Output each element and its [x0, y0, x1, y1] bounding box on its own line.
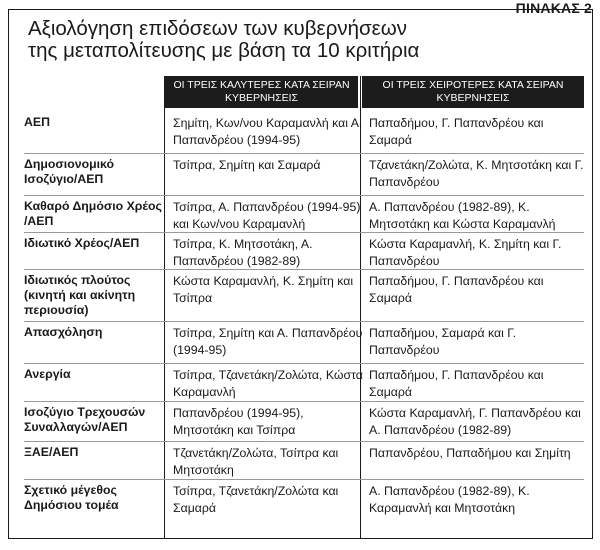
table-row-private-wealth	[24, 270, 584, 322]
table-row-fdi	[24, 442, 584, 480]
row-label: Δημοσιονομικό Ισοζύγιο/ΑΕΠ	[24, 157, 114, 186]
table-row-public-debt	[24, 196, 584, 233]
row-worst: Παπαδήμου, Γ. Παπανδρέου και Σαμαρά	[369, 274, 544, 305]
row-worst: Παπαδήμου, Γ. Παπανδρέου και Σαμαρά	[369, 116, 544, 147]
row-best: Τσίπρα, Τζανετάκη/Ζολώτα και Σαμαρά	[173, 484, 339, 515]
row-best: Τζανετάκη/Ζολώτα, Τσίπρα και Μητσοτάκη	[173, 446, 339, 477]
table-row-fiscal-balance	[24, 154, 584, 196]
row-label: Σχετικό μέγεθος Δημόσιου τομέα	[24, 483, 119, 512]
row-label: ΑΕΠ	[24, 115, 50, 129]
row-best: Σημίτη, Κων/νου Καραμανλή και Α. Παπανδρέου (1994-95)	[173, 116, 363, 147]
table-row-private-debt	[24, 233, 584, 270]
row-worst: Α. Παπανδρέου (1982-89), Κ. Καραμανλή και Μητσοτάκη	[369, 484, 530, 515]
row-label: ΞΑΕ/ΑΕΠ	[24, 445, 79, 459]
column-header-best: ΟΙ ΤΡΕΙΣ ΚΑΛΥΤΕΡΕΣ ΚΑΤΑ ΣΕΙΡΑΝ ΚΥΒΕΡΝΗΣΕΙΣ	[165, 76, 358, 108]
row-label: Ισοζύγιο Τρεχουσών Συναλλαγών/ΑΕΠ	[24, 405, 146, 434]
table-title	[28, 18, 419, 62]
row-best: Παπανδρέου (1994-95), Μητσοτάκη και Τσίπρα	[173, 406, 304, 437]
table-number-tag: ΠΙΝΑΚΑΣ 2	[515, 0, 592, 16]
title-line-2: της μεταπολίτευσης με βάση τα 10 κριτήρια	[28, 39, 420, 62]
title-line-1: Αξιολόγηση επιδόσεων των κυβερνήσεων	[28, 17, 408, 40]
row-label: Ιδιωτικό Χρέος/ΑΕΠ	[24, 236, 140, 250]
row-label: Καθαρό Δημόσιο Χρέος /ΑΕΠ	[24, 199, 162, 228]
row-worst: Παπαδήμου, Γ. Παπανδρέου και Σαμαρά	[369, 368, 544, 399]
table-row-current-account	[24, 402, 584, 442]
row-worst: Παπανδρέου, Παπαδήμου και Σημίτη	[369, 446, 571, 460]
row-best: Τσίπρα, Σημίτη και Α. Παπανδρέου (1994-95)	[173, 326, 363, 357]
row-label: Ανεργία	[24, 367, 71, 381]
row-best: Τσίπρα, Κ. Μητσοτάκη, Α. Παπανδρέου (1982-89)	[173, 237, 313, 268]
row-best: Κώστα Καραμανλή, Κ. Σημίτη και Τσίπρα	[173, 274, 354, 305]
row-best: Τσίπρα, Α. Παπανδρέου (1994-95) και Κων/νου Καραμανλή	[173, 200, 361, 231]
row-worst: Κώστα Καραμανλή, Κ. Σημίτη και Γ. Παπανδρέου	[369, 237, 562, 268]
row-worst: Κώστα Καραμανλή, Γ. Παπανδρέου και Α. Παπανδρέου (1982-89)	[369, 406, 581, 437]
row-best: Τσίπρα, Τζανετάκη/Ζολώτα, Κώστα Καραμανλή	[173, 368, 363, 399]
row-worst: Τζανετάκη/Ζολώτα, Κ. Μητσοτάκη και Γ. Παπανδρέου	[369, 158, 584, 189]
row-label: Απασχόληση	[24, 325, 103, 339]
row-worst: Α. Παπανδρέου (1982-89), Κ. Μητσοτάκη και Κώστα Καραμανλή	[369, 200, 556, 231]
table-row-gdp	[24, 112, 584, 154]
table-row-employment	[24, 322, 584, 364]
row-worst: Παπαδήμου, Σαμαρά και Γ. Παπανδρέου	[369, 326, 517, 357]
row-label: Ιδιωτικός πλούτος (κινητή και ακίνητη περιουσία)	[24, 273, 136, 317]
column-header-worst: ΟΙ ΤΡΕΙΣ ΧΕΙΡΟΤΕΡΕΣ ΚΑΤΑ ΣΕΙΡΑΝ ΚΥΒΕΡΝΗΣΕΙΣ	[362, 76, 584, 108]
table-row-unemployment	[24, 364, 584, 402]
row-best: Τσίπρα, Σημίτη και Σαμαρά	[173, 158, 321, 172]
table-row-public-sector-size	[24, 480, 584, 537]
